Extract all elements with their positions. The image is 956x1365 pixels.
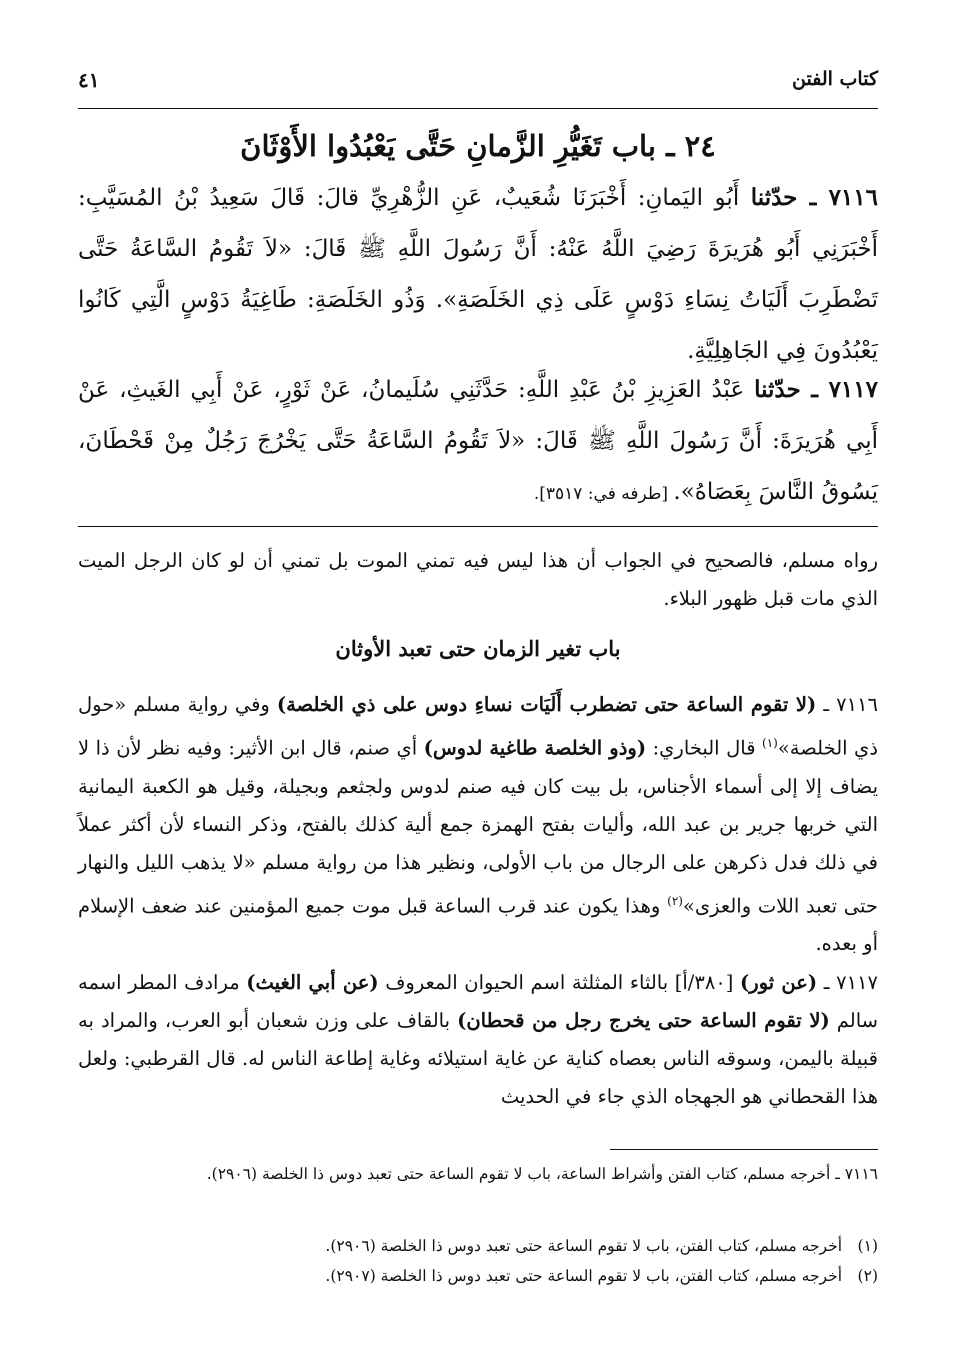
hadith-7117-number: ٧١١٧ ـ حدّثنا <box>754 376 878 403</box>
quote: (لا تقوم الساعة حتى يخرج رجل من قحطان) <box>457 1009 830 1032</box>
commentary-text: بالقاف على وزن شعبان أبو العرب، والمراد به قبيلة باليمن، وسوقه الناس بعصاه كناية عن غاية استيلائه وغاية إطاعة الناس له. قال القرطبي: ولعل هذا القحطاني هو الجهجاه الذي جاء في الحديث <box>78 1009 878 1108</box>
quote: (وذو الخلصة طاغية لدوس) <box>423 736 647 760</box>
book-title: كتاب الفتن <box>792 68 878 90</box>
footnote-2-text: أخرجه مسلم، كتاب الفتن، باب لا تقوم الساعة حتى تعبد دوس ذا الخلصة (٢٩٠٧). <box>325 1267 842 1285</box>
text-commentary-separator <box>78 526 878 527</box>
hadith-7116-number: ٧١١٦ ـ حدّثنا <box>750 184 878 211</box>
commentary-7117-number: ٧١١٧ ـ <box>817 971 879 994</box>
page-number: ٤١ <box>78 68 100 92</box>
quote: (لا تقوم الساعة حتى تضطرب أَلَيَات نساءِ دوس على ذي الخلصة) <box>276 693 817 716</box>
commentary-text: [٣٨٠/أ] بالثاء المثلثة اسم الحيوان المعروف <box>378 971 741 994</box>
footnote-marker-2: (٢) <box>667 893 683 908</box>
hadith-7116-text: أَبُو اليَمانِ: أَخْبَرَنَا شُعَيبٌ، عَنِ الزُّهْرِيِّ قالَ: قَالَ سَعِيدُ بْنُ المُسَيَّبِ: أَخْبَرَنِي أَبُو هُرَيرَةَ رَضِيَ اللَّهُ عَنْهُ: أَنَّ رَسُولَ اللَّهِ ﷺ قَالَ: «لاَ تَقُومُ السَّاعَةُ حَتَّى تَضْطَرِبَ أَلَيَاتُ نِسَاءِ دَوْسٍ عَلَى ذِي الخَلَصَةِ». وَذُو الخَلَصَةِ: طَاغِيَةُ دَوْسٍ الَّتِي كَانُوا يَعْبُدُونَ فِي الجَاهِلِيَّةِ. <box>78 185 878 364</box>
commentary-text: قال البخاري: <box>646 736 763 760</box>
footnote-1 <box>78 1232 878 1260</box>
running-header <box>78 68 878 104</box>
hadith-7116 <box>78 172 878 377</box>
footnote-rule <box>610 1149 878 1150</box>
commentary-text: وفي رواية مسلم «حول ذي الخلصة» <box>78 693 879 760</box>
footnote-2 <box>78 1262 878 1290</box>
hadith-7117-text: عَبْدُ العَزِيزِ بْنُ عَبْدِ اللَّهِ: حَدَّثَنِي سُلَيمانُ، عَنْ ثَوْرٍ، عَنْ أَبِي الغَيثِ، عَنْ أَبِي هُرَيرَةَ: أَنَّ رَسُولَ اللَّهِ ﷺ قَالَ: «لاَ تَقُومُ السَّاعَةُ حَتَّى يَخْرُجَ رَجُلٌ مِنْ قَحْطَانَ، يَسُوقُ النَّاسَ بِعَصَاهُ». <box>78 377 878 505</box>
footnote-1-number: (١) <box>857 1237 878 1255</box>
commentary-text: وهذا يكون عند قرب الساعة قبل موت جميع المؤمنين عند ضعف الإسلام أو بعده. <box>78 894 878 955</box>
commentary-7117 <box>78 964 878 1116</box>
quote: (عن أبي الغيث) <box>246 971 379 994</box>
hadith-7117 <box>78 364 878 520</box>
footnote-2-number: (٢) <box>857 1267 878 1285</box>
commentary-7116-number: ٧١١٦ ـ <box>816 693 879 716</box>
footnote-marker-1: (١) <box>762 736 778 750</box>
footnote-main: ٧١١٦ ـ أخرجه مسلم، كتاب الفتن وأشراط الساعة، باب لا تقوم الساعة حتى تعبد دوس ذا الخلصة (٢٩٠٦). <box>206 1165 878 1183</box>
commentary-7116 <box>78 686 878 963</box>
commentary-heading: باب تغير الزمان حتى تعبد الأوثان <box>335 636 621 661</box>
quote: (عن ثور) <box>740 971 818 994</box>
header-rule <box>78 108 878 109</box>
chapter-title: ٢٤ ـ باب تَغَيُّرِ الزَّمانِ حَتَّى يَعْبُدُوا الأَوْثَانَ <box>240 129 716 163</box>
hadith-7117-reference: [طرفه في: ٣٥١٧]. <box>533 484 674 504</box>
commentary-intro: رواه مسلم، فالصحيح في الجواب أن هذا ليس فيه تمني الموت بل تمني أن لو كان الرجل الميت الذي مات قبل ظهور البلاء. <box>78 549 878 610</box>
commentary-text: أي صنم، قال ابن الأثير: وفيه نظر لأن ذا لا يضاف إلا إلى أسماء الأجناس، بل بيت كان فيه صنم لدوس ولجثعم وبجيلة، وقيل هو الكعبة اليمانية التي خربها جرير بن عبد الله، وأليات بفتح الهمزة جمع ألية كذلك بالفتح، وذكر النساء لأن أكثر عملاً في ذلك فدل ذكرهن على الرجال من باب الأولى، ونظير هذا من رواية مسلم «لا يذهب الليل والنهار حتى تعبد اللات والعزى» <box>78 736 878 917</box>
commentary-text: مرادف المطر اسمه سالم <box>78 971 878 1032</box>
footnote-1-text: أخرجه مسلم، كتاب الفتن، باب لا تقوم الساعة حتى تعبد دوس ذا الخلصة (٢٩٠٦). <box>325 1237 842 1255</box>
